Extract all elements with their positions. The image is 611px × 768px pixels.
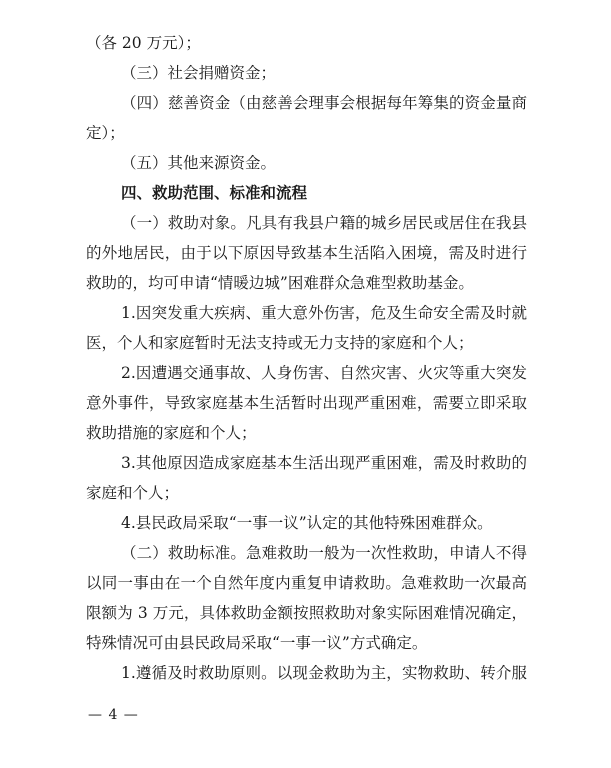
condition-3-line-1: 3.其他原因造成家庭基本生活出现严重困难，需及时救助的 <box>121 454 527 472</box>
text-line-continuation: （各 20 万元）； <box>86 34 201 52</box>
condition-4-line-1: 4.县民政局采取“一事一议”认定的其他特殊困难群众。 <box>121 514 493 532</box>
text-line-list-item-4-cont: 定）； <box>86 124 125 142</box>
paragraph-rescue-standard-line-2: 以同一事由在一个自然年度内重复申请救助。急难救助一次最高 <box>86 574 527 592</box>
paragraph-rescue-standard-line-3: 限额为 3 万元，具体救助金额按照救助对象实际困难情况确定， <box>86 604 527 622</box>
paragraph-rescue-target-line-3: 救助的，均可申请“情暖边城”困难群众急难型救助基金。 <box>86 274 474 292</box>
condition-1-line-1: 1.因突发重大疾病、重大意外伤害，危及生命安全需及时就 <box>121 304 527 322</box>
condition-3-line-2: 家庭和个人； <box>86 484 180 502</box>
paragraph-rescue-target-line-1: （一）救助对象。凡具有我县户籍的城乡居民或居住在我县 <box>121 214 527 232</box>
paragraph-rescue-standard-line-4: 特殊情况可由县民政局采取“一事一议”方式确定。 <box>86 634 428 652</box>
principle-1-line-1: 1.遵循及时救助原则。以现金救助为主，实物救助、转介服 <box>121 664 527 682</box>
paragraph-rescue-target-line-2: 的外地居民，由于以下原因导致基本生活陷入困境，需及时进行 <box>86 244 527 262</box>
condition-1-line-2: 医，个人和家庭暂时无法支持或无力支持的家庭和个人； <box>86 334 474 352</box>
text-line-list-item-5: （五）其他来源资金。 <box>121 154 277 172</box>
condition-2-line-1: 2.因遭遇交通事故、人身伤害、自然灾害、火灾等重大突发 <box>121 364 527 382</box>
paragraph-rescue-standard-line-1: （二）救助标准。急难救助一般为一次性救助，申请人不得 <box>121 544 527 562</box>
page-number: — 4 — <box>88 707 139 723</box>
text-line-list-item-4: （四）慈善资金（由慈善会理事会根据每年筹集的资金量商 <box>121 94 527 112</box>
condition-2-line-3: 救助措施的家庭和个人； <box>86 424 257 442</box>
section-heading: 四、救助范围、标准和流程 <box>121 184 308 202</box>
text-line-list-item-3: （三）社会捐赠资金； <box>121 64 277 82</box>
condition-2-line-2: 意外事件，导致家庭基本生活暂时出现严重困难，需要立即采取 <box>86 394 527 412</box>
